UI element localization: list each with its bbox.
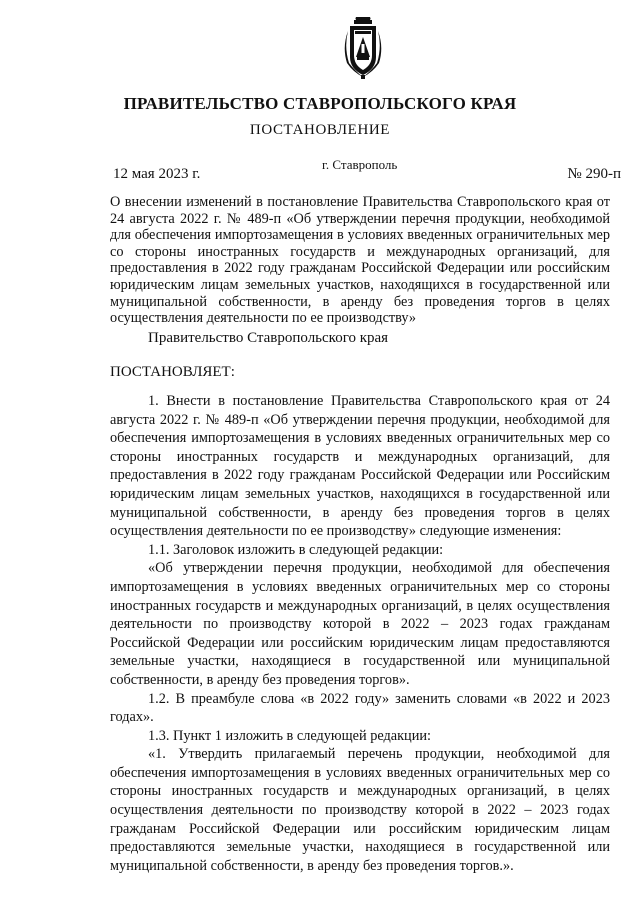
preamble: Правительство Ставропольского края (148, 330, 389, 346)
document-date: 12 мая 2023 г. (113, 166, 201, 182)
paragraph-1: 1. Внести в постановление Правительства Ставропольского края от 24 августа 2022 г. № 489-п «Об утверждении перечня продукции, необходимой для обеспечения импортозамещения в условиях введенных ограничительных мер со стороны иностранных государств и международных организаций, для предоставления в 2022 году гражданам Российской Федерации или Российским юридическим лицам земельных участков, находящихся в государственной или муниципальной собственности, в аренду без проведения торгов в целях осуществления деятельности по ее производству» следующие изменения: (110, 393, 610, 540)
city: г. Ставрополь (322, 157, 398, 172)
paragraph-1-3-text: «1. Утвердить прилагаемый перечень продукции, необходимой для обеспечения импортозамещения в условиях введенных ограничительных мер со стороны иностранных государств и международных организаций, в целях осуществления деятельности по производству которой в 2022 – 2023 годах гражданам Российской Федерации или российским юридическим лицам предоставляются земельные участки, находящиеся в государственной или муниципальной собственности, в аренду без проведения торгов.». (110, 746, 610, 874)
document-number: № 290-п (567, 166, 621, 182)
paragraph-1-1: 1.1. Заголовок изложить в следующей редакции: (148, 541, 444, 558)
document-type: ПОСТАНОВЛЕНИЕ (249, 122, 391, 138)
coat-of-arms-icon (343, 17, 383, 79)
paragraph-1-2: 1.2. В преамбуле слова «в 2022 году» заменить словами «в 2022 и 2023 годах». (110, 690, 610, 726)
document-title: О внесении изменений в постановление Правительства Ставропольского края от 24 августа 2022 г. № 489-п «Об утверждении перечня продукции, необходимой для обеспечения импортозамещения в условиях введенных ограничительных мер со стороны иностранных государств и международных организаций, для предоставления в 2022 году гражданам Российской Федерации или российским юридическим лицам земельных участков, находящихся в государственной или муниципальной собственности, в аренду без проведения торгов в целях осуществления деятельности по ее производству» (110, 194, 610, 327)
decree-word: ПОСТАНОВЛЯЕТ: (110, 364, 235, 380)
document-body (110, 392, 610, 875)
organization-name: ПРАВИТЕЛЬСТВО СТАВРОПОЛЬСКОГО КРАЯ (123, 94, 517, 113)
paragraph-1-1-text: «Об утверждении перечня продукции, необходимой для обеспечения импортозамещения в условиях введенных ограничительных мер со стороны иностранных государств и международных организаций, в целях осуществления деятельности по производству которой в 2022 – 2023 годах гражданам Российской Федерации или российским юридическим лицам предоставляются земельные участки, находящиеся в государственной или муниципальной собственности, в аренду без проведения торгов». (110, 560, 610, 688)
paragraph-1-3: 1.3. Пункт 1 изложить в следующей редакции: (148, 727, 431, 744)
